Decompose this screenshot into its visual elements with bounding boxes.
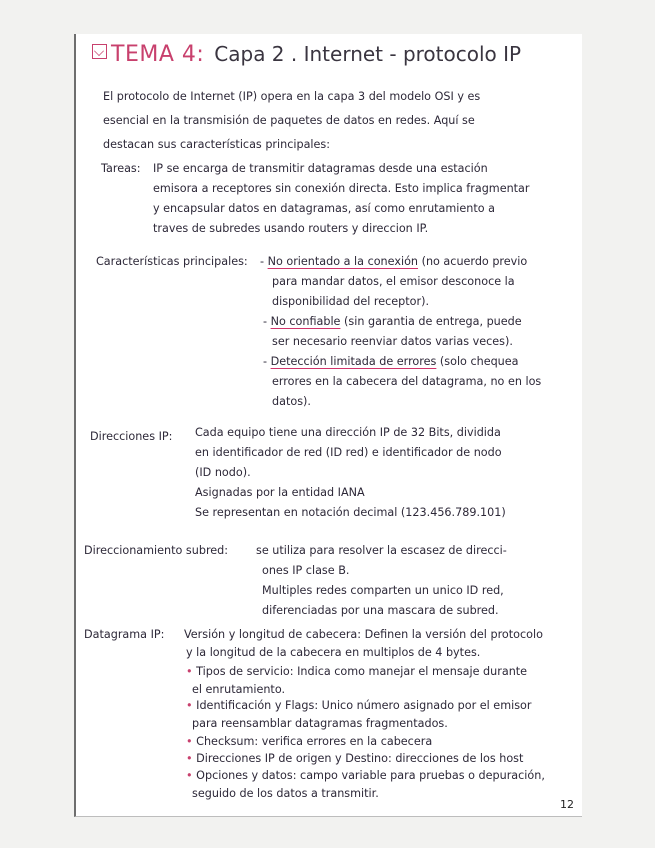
intro-line: destacan sus características principales: (103, 138, 331, 151)
datagrama-item: • Checksum: verifica errores en la cabecera (186, 735, 433, 748)
bullet-icon: • (186, 699, 197, 712)
datagrama-item: • Direcciones IP de origen y Destino: direcciones de los host (186, 752, 524, 765)
tareas-line: y encapsular datos en datagramas, así como enrutamiento a (153, 202, 496, 215)
datagrama-item: • Identificación y Flags: Unico número asignado por el emisor (186, 699, 532, 712)
subred-line: se utiliza para resolver la escasez de direcci- (256, 544, 507, 557)
feature-heading: No orientado a la conexión (267, 255, 419, 268)
tareas-line: IP se encarga de transmitir datagramas desde una estación (153, 162, 488, 175)
section-label-datagrama: Datagrama IP: (84, 628, 165, 641)
bullet-icon: • (186, 769, 197, 782)
bullet-icon: • (186, 665, 197, 678)
bullet-icon: • (186, 735, 197, 748)
feature-line: ser necesario reenviar datos varias veces). (272, 335, 513, 348)
direcciones-line: (ID nodo). (195, 466, 251, 479)
feature-heading: No confiable (270, 315, 341, 328)
feature-text: (solo chequea (439, 355, 519, 368)
section-label-direcciones: Direcciones IP: (90, 430, 173, 443)
datagrama-line: seguido de los datos a transmitir. (192, 787, 379, 800)
feature-line: datos). (272, 395, 311, 408)
datagrama-line: el enrutamiento. (192, 683, 286, 696)
datagrama-item: Versión y longitud de cabecera: Definen la versión del protocolo (184, 628, 543, 641)
feature-item: - Detección limitada de errores (solo chequea (263, 355, 519, 368)
feature-line: errores en la cabecera del datagrama, no en los (272, 375, 542, 388)
direcciones-line: Cada equipo tiene una dirección IP de 32 Bits, dividida (195, 426, 501, 439)
intro-line: esencial en la transmisión de paquetes de datos en redes. Aquí se (103, 114, 475, 127)
subred-line: Multiples redes comparten un unico ID red, (262, 584, 504, 597)
bullet-icon: • (186, 752, 197, 765)
section-label-subred: Direccionamiento subred: (84, 544, 229, 557)
section-label-caracteristicas: Características principales: (96, 255, 248, 268)
page-title (92, 42, 521, 67)
subred-line: ones IP clase B. (262, 564, 350, 577)
title-text: Capa 2 . Internet - protocolo IP (214, 42, 522, 66)
feature-heading: Detección limitada de errores (270, 355, 437, 368)
feature-line: disponibilidad del receptor). (272, 295, 429, 308)
datagrama-item: • Tipos de servicio: Indica como manejar el mensaje durante (186, 665, 528, 678)
direcciones-line: Asignadas por la entidad IANA (195, 486, 365, 499)
subred-line: diferenciadas por una mascara de subred. (262, 604, 499, 617)
feature-line: para mandar datos, el emisor desconoce la (272, 275, 515, 288)
title-tema: TEMA 4: (111, 42, 205, 67)
checkbox-icon (92, 44, 107, 59)
datagrama-item: • Opciones y datos: campo variable para pruebas o depuración, (186, 769, 545, 782)
direcciones-line: en identificador de red (ID red) e identificador de nodo (195, 446, 502, 459)
tareas-line: traves de subredes usando routers y direccion IP. (153, 222, 429, 235)
feature-item: - No confiable (sin garantia de entrega, puede (263, 315, 522, 328)
feature-item: - No orientado a la conexión (no acuerdo previo (260, 255, 528, 268)
section-label-tareas: Tareas: (101, 162, 141, 175)
direcciones-line: Se representan en notación decimal (123.456.789.101) (195, 506, 506, 519)
feature-text: (no acuerdo previo (421, 255, 528, 268)
datagrama-line: y la longitud de la cabecera en multiplos de 4 bytes. (186, 646, 481, 659)
datagrama-line: para reensamblar datagramas fragmentados. (192, 717, 448, 730)
page-number: 12 (560, 798, 574, 811)
feature-text: (sin garantia de entrega, puede (344, 315, 522, 328)
intro-line: El protocolo de Internet (IP) opera en la capa 3 del modelo OSI y es (103, 90, 481, 103)
tareas-line: emisora a receptores sin conexión directa. Esto implica fragmentar (153, 182, 530, 195)
